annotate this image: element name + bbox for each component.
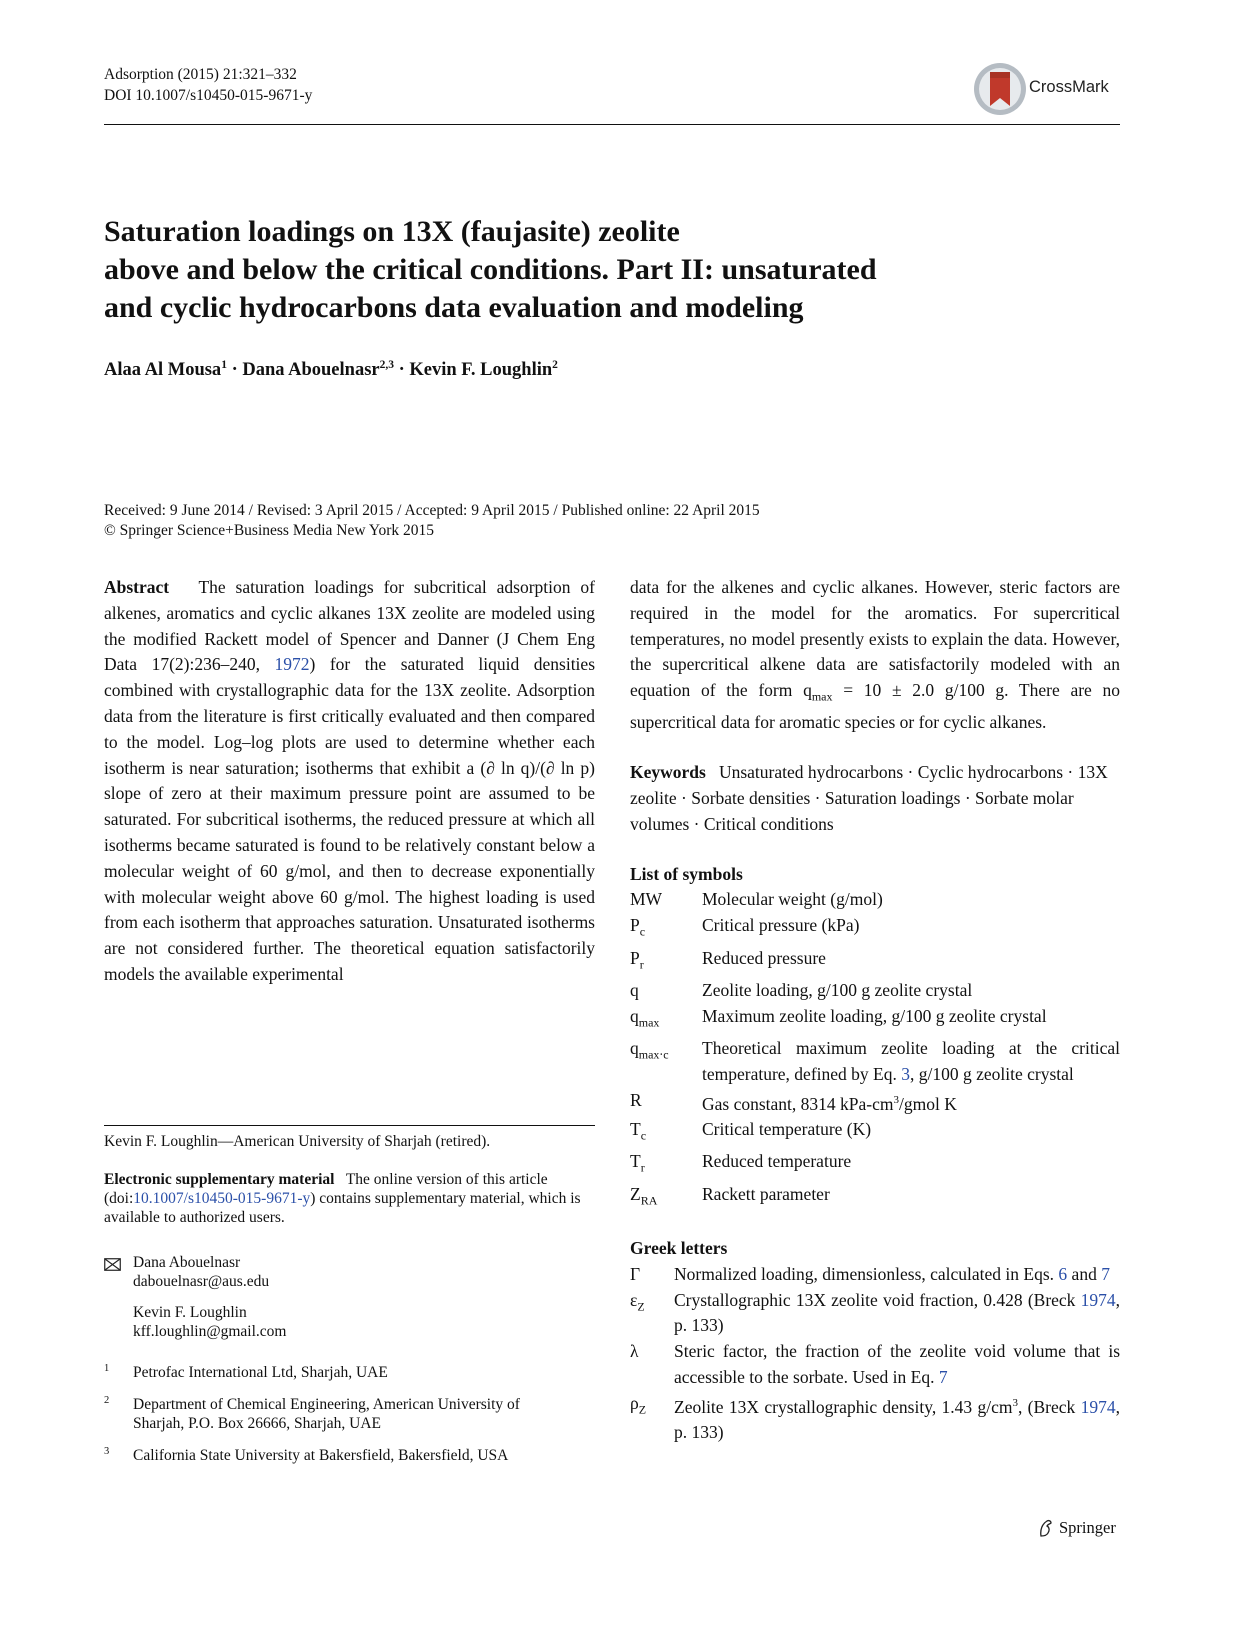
author-name: Dana Abouelnasr — [242, 360, 380, 381]
symbol: $T_r$ — [630, 1151, 645, 1175]
esm-text: ) contains supplementary material, which is available to authorized users. — [104, 1190, 581, 1226]
contact-email[interactable]: dabouelnasr@aus.edu — [133, 1273, 270, 1290]
contact-name: Kevin F. Loughlin — [133, 1304, 247, 1321]
symbol: $Z_{RA}$ — [630, 1183, 658, 1208]
esm-text: The online version of this article (doi: — [104, 1171, 548, 1207]
symbol: $\varepsilon_Z$ — [630, 1289, 645, 1314]
symbol: $P_r$ — [630, 947, 644, 972]
author-name: Alaa Al Mousa — [104, 360, 222, 381]
doi-link[interactable]: 10.1007/s10450-015-9671-y — [133, 1190, 311, 1207]
esm-label: Electronic supplementary material — [104, 1171, 335, 1188]
title-line: and cyclic hydrocarbons data evaluation and modeling — [104, 291, 804, 324]
symbol-desc: Reduced temperature — [702, 1151, 852, 1172]
keywords-label: Keywords — [630, 762, 706, 783]
symbol-row — [630, 1117, 1120, 1149]
title-line: above and below the critical conditions. Part II: unsaturated — [104, 253, 877, 286]
symbol: λ — [630, 1341, 639, 1362]
symbol: Γ — [630, 1263, 641, 1284]
symbol-desc: Rackett parameter — [702, 1183, 830, 1204]
symbol-desc: Zeolite 13X crystallographic density, 1.43 $g/cm^3$, (Breck 1974, p. 133) — [674, 1396, 1120, 1443]
contact-email[interactable]: kff.loughlin@gmail.com — [133, 1323, 287, 1340]
history-dates: Received: 9 June 2014 / Revised: 3 April 2015 / Accepted: 9 April 2015 / Published online: 22 April 2015 — [104, 502, 760, 519]
citation-link[interactable]: 1974 — [1080, 1396, 1116, 1417]
symbol-row — [630, 1391, 1120, 1446]
symbols-heading: List of symbols — [630, 863, 743, 884]
springer-horse-icon — [1037, 1518, 1055, 1538]
affiliation-text: Petrofac International Ltd, Sharjah, UAE — [133, 1364, 388, 1381]
symbol: R — [630, 1089, 642, 1110]
author-affil-sup: 1 — [221, 359, 227, 371]
esm-note — [104, 1170, 595, 1227]
symbol-row — [630, 1036, 1120, 1088]
abstract-text: The saturation loadings for subcritical adsorption of alkenes, aromatics and cyclic alkanes 13X zeolite are modeled using the modified Rackett model of Spencer and Danner (J Chem Eng Data 17(2):236–240, — [104, 577, 595, 675]
affiliation-item — [104, 1363, 595, 1382]
symbol-desc: Reduced pressure — [702, 947, 826, 968]
symbol-row — [630, 1339, 1120, 1391]
author-separator: · — [231, 360, 238, 381]
paper-title — [104, 213, 1104, 327]
symbol-desc: Molecular weight (g/mol) — [702, 889, 883, 910]
contact-name: Dana Abouelnasr — [133, 1254, 241, 1271]
affiliation-text: Department of Chemical Engineering, American University of Sharjah, P.O. Box 26666, Sharjah, UAE — [133, 1396, 520, 1432]
header-rule — [104, 124, 1120, 125]
copyright: © Springer Science+Business Media New York 2015 — [104, 522, 435, 539]
publication-dates — [104, 501, 760, 541]
affiliation-number: 1 — [104, 1363, 110, 1374]
symbol: MW — [630, 889, 663, 910]
keywords — [630, 760, 1120, 837]
symbol-desc: Zeolite loading, g/100 g zeolite crystal — [702, 979, 973, 1000]
crossmark-icon — [972, 60, 1028, 118]
symbols-table — [630, 887, 1120, 1214]
qmax-symbol: q — [803, 680, 812, 701]
symbol-row — [630, 946, 1120, 978]
publisher-name: Springer — [1059, 1518, 1116, 1537]
citation-link[interactable]: 1974 — [1080, 1289, 1116, 1310]
symbol: q — [630, 979, 639, 1000]
journal-info — [104, 64, 312, 106]
equation-link[interactable]: 7 — [938, 1367, 948, 1388]
symbol-row — [630, 978, 1120, 1004]
symbol-desc: Theoretical maximum zeolite loading at the critical temperature, defined by Eq. 3, g/100 g zeolite crystal — [702, 1037, 1120, 1084]
author-list — [104, 359, 558, 381]
symbol: $q_{max‧c}$ — [630, 1037, 669, 1062]
contact-block — [133, 1253, 593, 1341]
envelope-icon — [104, 1258, 121, 1271]
symbol-row — [630, 913, 1120, 945]
affiliation-number: 2 — [104, 1395, 110, 1406]
keywords-text: Unsaturated hydrocarbons · Cyclic hydrocarbons · 13X zeolite · Sorbate densities · Saturation loadings · Sorbate molar volumes · Critical conditions — [630, 762, 1108, 834]
abstract-text: = 10 ± 2.0 g/100 g. There are no supercritical data for aromatic species or for cyclic alkanes. — [630, 680, 1121, 733]
author-affil-sup: 2 — [552, 359, 558, 371]
symbol-desc: Gas constant, 8314 kPa-$cm^3$/gmol K — [702, 1093, 957, 1114]
author-name: Kevin F. Loughlin — [409, 360, 553, 381]
symbol: $\rho_Z$ — [630, 1392, 647, 1417]
symbol: $P_c$ — [630, 915, 646, 939]
symbol-desc: Steric factor, the fraction of the zeolite void volume that is accessible to the sorbate. Used in Eq. 7 — [674, 1341, 1120, 1388]
symbol: $q_{max}$ — [630, 1005, 660, 1030]
footnote-rule — [104, 1125, 595, 1126]
symbol-row — [630, 1149, 1120, 1181]
title-line: Saturation loadings on 13X (faujasite) zeolite — [104, 215, 680, 248]
greek-table — [630, 1262, 1120, 1446]
equation-link[interactable]: 7 — [1101, 1263, 1110, 1284]
citation-link[interactable]: 1972 — [274, 654, 310, 675]
greek-heading: Greek letters — [630, 1238, 728, 1259]
publisher-logo — [1037, 1518, 1127, 1540]
symbol-desc: Crystallographic 13X zeolite void fraction, 0.428 (Breck 1974, p. 133) — [674, 1289, 1120, 1336]
qmax-subscript: max — [811, 689, 833, 704]
author-affil-sup: 2,3 — [379, 359, 394, 371]
author-separator: · — [398, 360, 405, 381]
affiliation-text: California State University at Bakersfield, Bakersfield, USA — [133, 1447, 509, 1464]
abstract-text: ) for the saturated liquid densities combined with crystallographic data for the 13X zeolite. Adsorption data from the literature is first critically evaluated and then compared to the model. Log–log plots are used to determine whether each isotherm is near saturation; isotherms that exhibit a (∂ ln q)/(∂ ln p) slope of zero at their maximum pressure point are assumed to be saturated. For subcritical isotherms, the reduced pressure at which all isotherms became saturated is found to be relatively constant below a molecular weight of 60 g/mol, and then to decrease exponentially with molecular weight above 60 g/mol. The highest loading is used from each isotherm that approaches saturation. Unsaturated isotherms are not considered further. The theoretical equation satisfactorily models the available experimental — [104, 654, 595, 984]
affiliation-note: Kevin F. Loughlin—American University of Sharjah (retired). — [104, 1133, 491, 1150]
abstract-label: Abstract — [104, 577, 170, 597]
journal-doi: DOI 10.1007/s10450-015-9671-y — [104, 87, 313, 104]
crossmark-badge[interactable] — [972, 60, 1122, 122]
equation-link[interactable]: 3 — [901, 1063, 910, 1084]
symbol-row — [630, 1182, 1120, 1214]
symbol-desc: Maximum zeolite loading, g/100 g zeolite crystal — [702, 1005, 1047, 1026]
affiliation-item — [104, 1446, 595, 1465]
symbol-row — [630, 1088, 1120, 1118]
symbol-row — [630, 887, 1120, 913]
symbol-desc: Critical pressure (kPa) — [702, 915, 860, 936]
journal-citation: Adsorption (2015) 21:321–332 — [104, 66, 297, 83]
symbol: $T_c$ — [630, 1119, 647, 1143]
symbol-row — [630, 1004, 1120, 1036]
abstract-text: data for the alkenes and cyclic alkanes. However, steric factors are required in the model for the aromatics. For supercritical temperatures, no model presently exists to explain the data. However, the supercritical alkene data are satisfactorily modeled with an equation of the form — [630, 577, 1120, 701]
abstract-continued — [630, 575, 1120, 736]
symbol-row — [630, 1288, 1120, 1340]
crossmark-label: CrossMark — [1029, 78, 1109, 96]
abstract — [104, 575, 595, 988]
equation-link[interactable]: 6 — [1058, 1263, 1068, 1284]
right-column — [630, 575, 1120, 1446]
affiliation-number: 3 — [104, 1446, 110, 1457]
symbol-desc: Normalized loading, dimensionless, calculated in Eqs. 6 and 7 — [674, 1263, 1110, 1284]
symbol-row — [630, 1262, 1120, 1288]
symbol-desc: Critical temperature (K) — [702, 1119, 872, 1140]
affiliation-item — [104, 1395, 595, 1433]
